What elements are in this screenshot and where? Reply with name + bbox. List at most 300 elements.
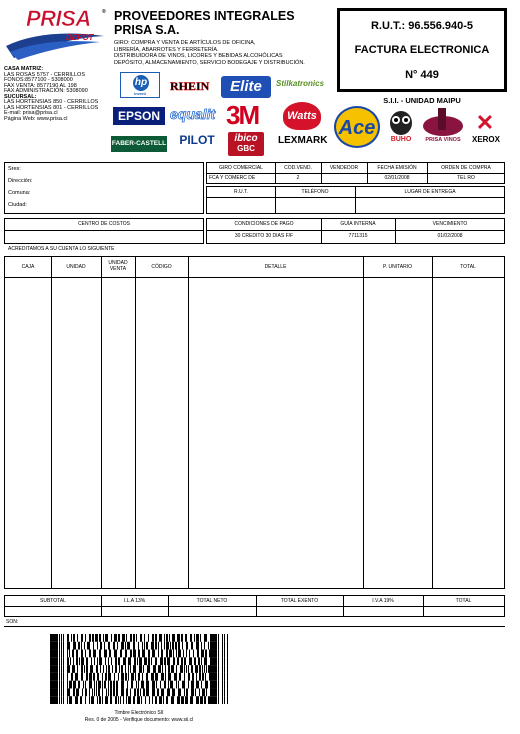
barcode-bar [191, 642, 193, 650]
barcode-bar [118, 657, 120, 665]
barcode-bar [59, 665, 60, 673]
barcode-bar [178, 681, 179, 689]
hp-logo [120, 72, 160, 98]
barcode-bar [103, 665, 104, 673]
barcode-bar [114, 673, 115, 681]
invoice-rut: R.U.T.: 96.556.940-5 [370, 20, 474, 32]
barcode-bar [227, 688, 228, 696]
pilot-logo: PILOT [179, 133, 215, 147]
barcode-bar [227, 665, 228, 673]
items-header-total: TOTAL [460, 264, 476, 270]
barcode-bar [67, 681, 68, 689]
barcode-bar [210, 681, 217, 689]
barcode-bar [218, 634, 219, 642]
giro-value: TEL RO [457, 175, 475, 181]
barcode-bar [165, 665, 166, 673]
barcode-bar [177, 634, 180, 642]
barcode-bar [105, 696, 108, 704]
barcode-bar [78, 642, 80, 650]
barcode-bar [98, 681, 101, 689]
barcode-bar [171, 696, 174, 704]
barcode-bar [79, 657, 80, 665]
barcode-bar [160, 681, 161, 689]
giro-header: VENDEDOR [329, 165, 359, 171]
barcode-bar [152, 634, 154, 642]
centro-costos-box [4, 218, 204, 244]
barcode-bar [182, 681, 185, 689]
barcode-bar [160, 657, 163, 665]
xerox-x-icon: ✕ [475, 110, 495, 135]
barcode-bar [50, 650, 58, 658]
barcode-bar [141, 696, 142, 704]
barcode-bar [118, 673, 119, 681]
barcode-bar [85, 696, 86, 704]
ibico-gbc-logo [228, 132, 264, 156]
barcode-bar [99, 634, 101, 642]
barcode-bar [155, 657, 157, 665]
barcode-bar [59, 681, 60, 689]
barcode-bar [125, 665, 126, 673]
barcode-bar [194, 634, 195, 642]
barcode-bar [168, 665, 170, 673]
items-header-unidad-venta: UNIDAD VENTA [108, 260, 128, 272]
barcode-bar [169, 650, 172, 658]
barcode-bar [100, 642, 102, 650]
telefono-header: TELÉFONO [301, 189, 329, 195]
barcode-bar [81, 657, 84, 665]
barcode-bar [81, 665, 83, 673]
barcode-bar [144, 657, 147, 665]
barcode-bar [158, 642, 159, 650]
barcode-bar [80, 696, 82, 704]
barcode-bar [86, 673, 88, 681]
barcode-bar [210, 688, 217, 696]
barcode-bar [113, 681, 115, 689]
barcode-bar [63, 696, 64, 704]
timbre-barcode [50, 634, 228, 704]
barcode-bar [146, 673, 148, 681]
barcode-bar [190, 696, 193, 704]
barcode-bar [67, 665, 70, 673]
company-name: PROVEEDORES INTEGRALES [114, 9, 295, 23]
barcode-bar [164, 681, 166, 689]
barcode-bar [210, 634, 217, 642]
barcode-bar [227, 657, 228, 665]
barcode-bar [138, 673, 140, 681]
barcode-bar [140, 688, 141, 696]
barcode-bar [204, 642, 205, 650]
barcode-bar [134, 688, 136, 696]
barcode-bar [69, 696, 72, 704]
centro-costos-label: CENTRO DE COSTOS [78, 221, 130, 227]
barcode-bar [96, 681, 97, 689]
faber-castell-logo: FABER-CASTELL [111, 136, 167, 152]
barcode-bar [204, 665, 205, 673]
barcode-bar [155, 642, 157, 650]
prisa-vinos-logo [420, 108, 466, 146]
barcode-bar [120, 650, 122, 658]
barcode-bar [63, 688, 64, 696]
barcode-bar [155, 696, 157, 704]
barcode-bar [133, 634, 135, 642]
barcode-bar [59, 673, 60, 681]
barcode-bar [222, 642, 223, 650]
barcode-bar [128, 673, 129, 681]
barcode-bar [200, 634, 201, 642]
barcode-bar [108, 681, 109, 689]
barcode-bar [200, 696, 203, 704]
barcode-bar [227, 642, 228, 650]
barcode-bar [210, 696, 217, 704]
barcode-bar [188, 681, 189, 689]
barcode-bar [161, 642, 162, 650]
barcode-bar [105, 657, 106, 665]
payment-value: 01/02/2008 [437, 233, 463, 239]
giro-header: COD.VEND. [284, 165, 312, 171]
barcode-bar [218, 681, 219, 689]
barcode-bar [148, 650, 150, 658]
barcode-bar [205, 673, 206, 681]
barcode-bar [69, 650, 70, 658]
barcode-bar [73, 681, 76, 689]
barcode-bar [201, 642, 202, 650]
company-address [4, 67, 114, 122]
barcode-bar [218, 688, 219, 696]
barcode-bar [201, 657, 202, 665]
barcode-bar [227, 696, 228, 704]
son-label: SON: [6, 619, 19, 625]
barcode-bar [176, 665, 177, 673]
barcode-bar [50, 634, 58, 642]
barcode-bar [72, 650, 74, 658]
barcode-bar [192, 673, 194, 681]
barcode-bar [159, 634, 162, 642]
barcode-bar [210, 657, 217, 665]
barcode-bar [224, 642, 225, 650]
barcode-bar [98, 688, 100, 696]
barcode-bar [91, 657, 92, 665]
barcode-bar [85, 634, 86, 642]
barcode-bar [161, 673, 164, 681]
barcode-bar [177, 696, 180, 704]
barcode-bar [222, 688, 223, 696]
barcode-bar [152, 681, 155, 689]
barcode-bar [50, 673, 58, 681]
barcode-bar [224, 665, 225, 673]
barcode-bar [76, 688, 79, 696]
barcode-bar [63, 642, 64, 650]
barcode-bar [178, 642, 180, 650]
barcode-bar [72, 665, 75, 673]
son-divider [4, 626, 505, 627]
barcode-bar [61, 650, 62, 658]
wine-bottle-icon [420, 108, 466, 138]
barcode-bar [170, 681, 173, 689]
barcode-bar [81, 673, 83, 681]
barcode-bar [191, 688, 194, 696]
barcode-bar [108, 642, 110, 650]
barcode-bar [115, 657, 117, 665]
barcode-bar [142, 642, 143, 650]
barcode-bar [114, 634, 117, 642]
barcode-bar [117, 642, 118, 650]
barcode-bar [196, 696, 199, 704]
hp-logo-text: hp [133, 75, 149, 91]
items-header-codigo: CÓDIGO [151, 264, 172, 270]
barcode-bar [152, 696, 153, 704]
giro-header: GIRO COMERCIAL [219, 165, 263, 171]
giro-table [206, 162, 505, 184]
barcode-bar [61, 642, 62, 650]
barcode-bar [197, 650, 199, 658]
totals-table [4, 595, 505, 617]
barcode-bar [227, 650, 228, 658]
barcode-bar [169, 634, 170, 642]
barcode-bar [75, 696, 78, 704]
barcode-bar [114, 650, 117, 658]
barcode-bar [63, 673, 64, 681]
barcode-bar [190, 634, 192, 642]
barcode-bar [76, 650, 78, 658]
barcode-bar [133, 642, 135, 650]
barcode-bar [210, 673, 217, 681]
barcode-bar [116, 681, 118, 689]
barcode-bar [105, 673, 107, 681]
barcode-bar [61, 673, 62, 681]
barcode-bar [78, 681, 80, 689]
barcode-bar [104, 681, 106, 689]
address-line: Página Web: www.prisa.cl [4, 115, 68, 122]
barcode-bar [81, 642, 82, 650]
barcode-bar [148, 634, 149, 642]
barcode-bar [130, 634, 132, 642]
barcode-bar [70, 657, 71, 665]
barcode-bar [181, 657, 183, 665]
barcode-bar [171, 665, 174, 673]
invoice-number: N° 449 [405, 69, 439, 81]
barcode-bar [92, 688, 93, 696]
barcode-bar [96, 665, 98, 673]
barcode-bar [61, 696, 62, 704]
sii-unit: S.I.I. - UNIDAD MAIPU [383, 96, 461, 105]
barcode-bar [97, 657, 98, 665]
barcode-bar [123, 696, 124, 704]
barcode-bar [167, 688, 170, 696]
barcode-bar [105, 634, 108, 642]
barcode-bar [67, 688, 70, 696]
barcode-bar [218, 673, 219, 681]
barcode-bar [122, 634, 125, 642]
barcode-bar [77, 634, 78, 642]
barcode-bar [94, 688, 95, 696]
barcode-bar [151, 673, 154, 681]
barcode-bar [77, 665, 78, 673]
barcode-bar [222, 673, 223, 681]
barcode-bar [222, 634, 223, 642]
barcode-bar [184, 673, 185, 681]
barcode-bar [202, 665, 203, 673]
barcode-bar [196, 673, 197, 681]
barcode-bar [59, 634, 60, 642]
barcode-bar [128, 657, 131, 665]
barcode-bar [136, 681, 137, 689]
timbre-line2: Res. 0 de 2005 - Verifique documento: www.sii.cl [84, 717, 194, 723]
barcode-bar [178, 688, 181, 696]
barcode-bar [138, 650, 140, 658]
barcode-bar [100, 665, 101, 673]
barcode-bar [196, 681, 199, 689]
owl-icon [386, 108, 416, 136]
giro-line: DEPÓSITO, ALMACENAMIENTO, SERVICIO BODEGAJE Y DISTRIBUCIÓN. [114, 59, 305, 66]
barcode-bar [127, 681, 128, 689]
barcode-bar [185, 634, 187, 642]
barcode-bar [151, 657, 152, 665]
barcode-bar [131, 673, 134, 681]
barcode-bar [176, 650, 177, 658]
invoice-type: FACTURA ELECTRONICA [354, 44, 490, 56]
barcode-bar [71, 634, 72, 642]
address-line: CASA MATRIZ: [4, 66, 44, 72]
giro-line: GIRO: COMPRA Y VENTA DE ARTÍCULOS DE OFICINA, [114, 40, 256, 46]
barcode-bar [116, 688, 118, 696]
barcode-bar [50, 681, 58, 689]
barcode-bar [204, 696, 206, 704]
barcode-bar [102, 673, 103, 681]
company-logo [4, 6, 108, 60]
barcode-bar [224, 657, 225, 665]
barcode-bar [155, 634, 157, 642]
barcode-bar [125, 642, 126, 650]
barcode-bar [205, 650, 207, 658]
barcode-bar [218, 657, 219, 665]
barcode-bar [165, 673, 166, 681]
barcode-bar [67, 650, 68, 658]
barcode-bar [182, 642, 183, 650]
epson-logo: EPSON [113, 107, 165, 125]
barcode-bar [76, 657, 78, 665]
barcode-bar [120, 696, 121, 704]
barcode-bar [130, 688, 131, 696]
items-header-unidad: UNIDAD [66, 264, 86, 270]
barcode-bar [201, 650, 204, 658]
payment-header: CONDICIONES DE PAGO [234, 221, 294, 227]
barcode-bar [166, 634, 168, 642]
barcode-bar [71, 673, 73, 681]
barcode-bar [86, 657, 88, 665]
client-comuna-label: Comuna: [8, 190, 31, 196]
barcode-bar [166, 696, 168, 704]
barcode-bar [104, 650, 107, 658]
barcode-bar [118, 696, 119, 704]
barcode-bar [82, 688, 83, 696]
barcode-bar [73, 634, 75, 642]
barcode-bar [186, 642, 188, 650]
barcode-bar [95, 634, 98, 642]
barcode-bar [152, 688, 155, 696]
barcode-bar [145, 696, 146, 704]
barcode-bar [96, 688, 97, 696]
barcode-bar [142, 673, 143, 681]
barcode-bar [210, 665, 217, 673]
barcode-bar [133, 650, 136, 658]
barcode-bar [204, 657, 207, 665]
barcode-bar [168, 681, 169, 689]
barcode-bar [59, 696, 60, 704]
barcode-bar [102, 696, 103, 704]
barcode-bar [50, 665, 58, 673]
barcode-bar [194, 657, 196, 665]
address-line: E-mail: prisa@prisa.cl [4, 110, 58, 116]
barcode-bar [186, 688, 188, 696]
barcode-bar [180, 665, 183, 673]
barcode-bar [224, 673, 225, 681]
barcode-bar [184, 665, 185, 673]
barcode-bar [84, 665, 85, 673]
barcode-bar [138, 681, 139, 689]
client-direccion-label: Dirección: [8, 178, 33, 184]
barcode-bar [63, 665, 64, 673]
barcode-bar [63, 634, 64, 642]
invoice-id-box [337, 8, 507, 92]
barcode-bar [102, 688, 103, 696]
barcode-bar [90, 665, 93, 673]
barcode-bar [146, 642, 148, 650]
barcode-bar [108, 673, 111, 681]
barcode-bar [168, 673, 171, 681]
barcode-bar [184, 657, 186, 665]
giro-value: FCA Y COMERC DE [209, 175, 256, 181]
barcode-bar [137, 657, 138, 665]
barcode-bar [89, 650, 91, 658]
barcode-bar [179, 673, 181, 681]
company-name-2: PRISA S.A. [114, 23, 180, 37]
xerox-logo: XEROX [471, 135, 500, 144]
barcode-bar [131, 681, 133, 689]
totals-header-exento: TOTAL EXENTO [280, 598, 319, 604]
barcode-bar [128, 696, 131, 704]
barcode-bar [59, 657, 60, 665]
barcode-bar [61, 634, 62, 642]
barcode-bar [206, 688, 207, 696]
giro-line: LIBRERÍA, ABARROTES Y FERRETERÍA. [114, 46, 219, 53]
barcode-bar [133, 665, 136, 673]
barcode-bar [184, 688, 185, 696]
barcode-bar [99, 650, 101, 658]
barcode-bar [104, 642, 105, 650]
payment-header: VENCIMIENTO [432, 221, 468, 227]
barcode-bar [85, 688, 87, 696]
watts-logo: Watts [283, 102, 321, 130]
barcode-bar [50, 657, 58, 665]
barcode-bar [142, 650, 145, 658]
barcode-bar [139, 665, 142, 673]
barcode-bar [125, 650, 127, 658]
barcode-bar [89, 696, 90, 704]
barcode-bar [136, 634, 137, 642]
ace-logo: Ace [334, 106, 380, 148]
rhein-logo: RHEIN [170, 79, 210, 93]
barcode-bar [73, 688, 75, 696]
barcode-bar [227, 681, 228, 689]
barcode-bar [121, 681, 124, 689]
barcode-bar [208, 642, 209, 650]
barcode-bar [159, 696, 162, 704]
barcode-bar [137, 696, 140, 704]
barcode-bar [186, 665, 187, 673]
barcode-bar [89, 688, 90, 696]
stilktronics-logo: Stilkatronics [276, 79, 325, 88]
payment-value: 30 CREDITO 30 DIAS F/F [234, 233, 294, 239]
